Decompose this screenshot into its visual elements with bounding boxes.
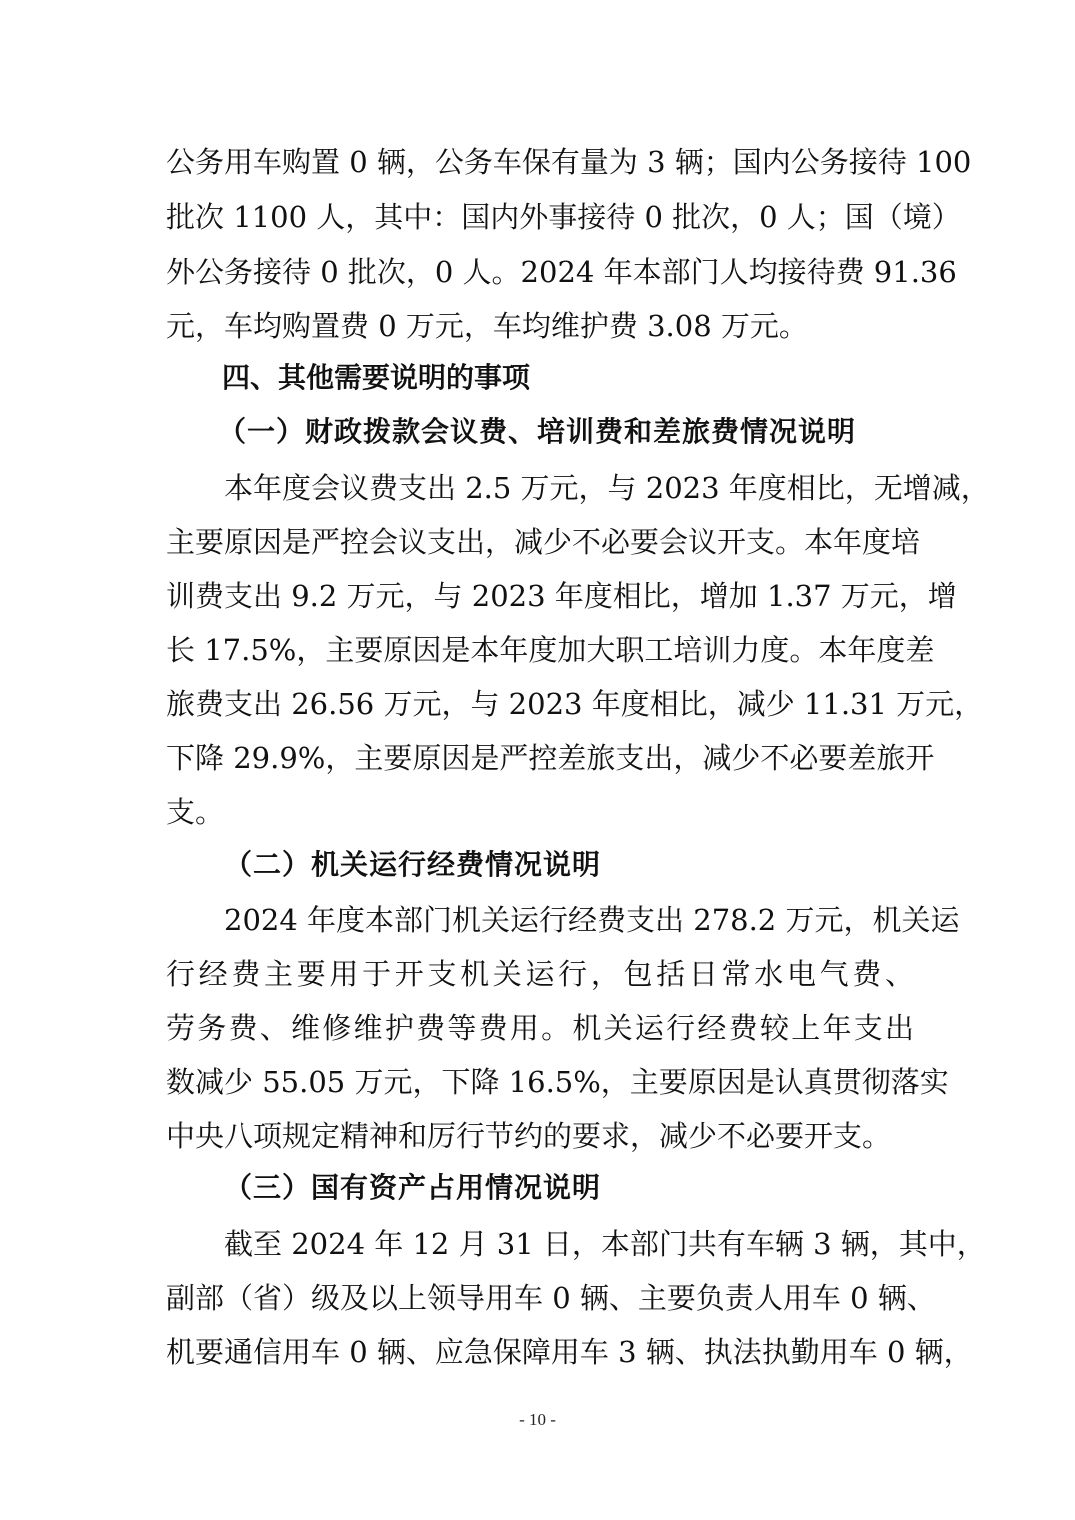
subsection-2-line-3: 劳务费、维修维护费等费用。机关运行经费较上年支出 <box>166 1011 914 1045</box>
subsection-2-line-1: 2024 年度本部门机关运行经费支出 278.2 万元，机关运 <box>224 903 960 937</box>
page-number: - 10 - <box>519 1410 556 1429</box>
section-heading: 四、其他需要说明的事项 <box>222 361 531 394</box>
intro-line-1: 公务用车购置 0 辆，公务车保有量为 3 辆；国内公务接待 100 <box>166 145 972 179</box>
intro-line-2: 批次 1100 人，其中：国内外事接待 0 批次，0 人；国（境） <box>166 200 961 234</box>
subsection-2-heading: （二）机关运行经费情况说明 <box>224 848 602 881</box>
intro-line-3: 外公务接待 0 批次，0 人。2024 年本部门人均接待费 91.36 <box>166 255 957 289</box>
subsection-2-line-2: 行经费主要用于开支机关运行，包括日常水电气费、 <box>166 957 914 991</box>
intro-line-4: 元，车均购置费 0 万元，车均维护费 3.08 万元。 <box>166 309 808 343</box>
subsection-1-line-3: 训费支出 9.2 万元，与 2023 年度相比，增加 1.37 万元，增 <box>166 579 957 613</box>
subsection-3-line-3: 机要通信用车 0 辆、应急保障用车 3 辆、执法执勤用车 0 辆， <box>166 1335 973 1369</box>
subsection-2-line-5: 中央八项规定精神和厉行节约的要求，减少不必要开支。 <box>166 1119 892 1153</box>
subsection-3-line-1: 截至 2024 年 12 月 31 日，本部门共有车辆 3 辆，其中， <box>224 1227 986 1261</box>
subsection-1-line-4: 长 17.5%，主要原因是本年度加大职工培训力度。本年度差 <box>166 633 935 667</box>
subsection-3-heading: （三）国有资产占用情况说明 <box>224 1171 602 1204</box>
subsection-2-line-4: 数减少 55.05 万元，下降 16.5%，主要原因是认真贯彻落实 <box>166 1065 949 1099</box>
subsection-1-line-5: 旅费支出 26.56 万元，与 2023 年度相比，减少 11.31 万元， <box>166 687 984 721</box>
subsection-1-line-1: 本年度会议费支出 2.5 万元，与 2023 年度相比，无增减， <box>224 471 990 505</box>
subsection-1-line-6: 下降 29.9%，主要原因是严控差旅支出，减少不必要差旅开 <box>166 741 935 775</box>
subsection-1-heading: （一）财政拨款会议费、培训费和差旅费情况说明 <box>218 415 857 448</box>
subsection-1-line-7: 支。 <box>166 795 225 829</box>
subsection-3-line-2: 副部（省）级及以上领导用车 0 辆、主要负责人用车 0 辆、 <box>166 1281 936 1315</box>
subsection-1-line-2: 主要原因是严控会议支出，减少不必要会议开支。本年度培 <box>166 525 921 559</box>
